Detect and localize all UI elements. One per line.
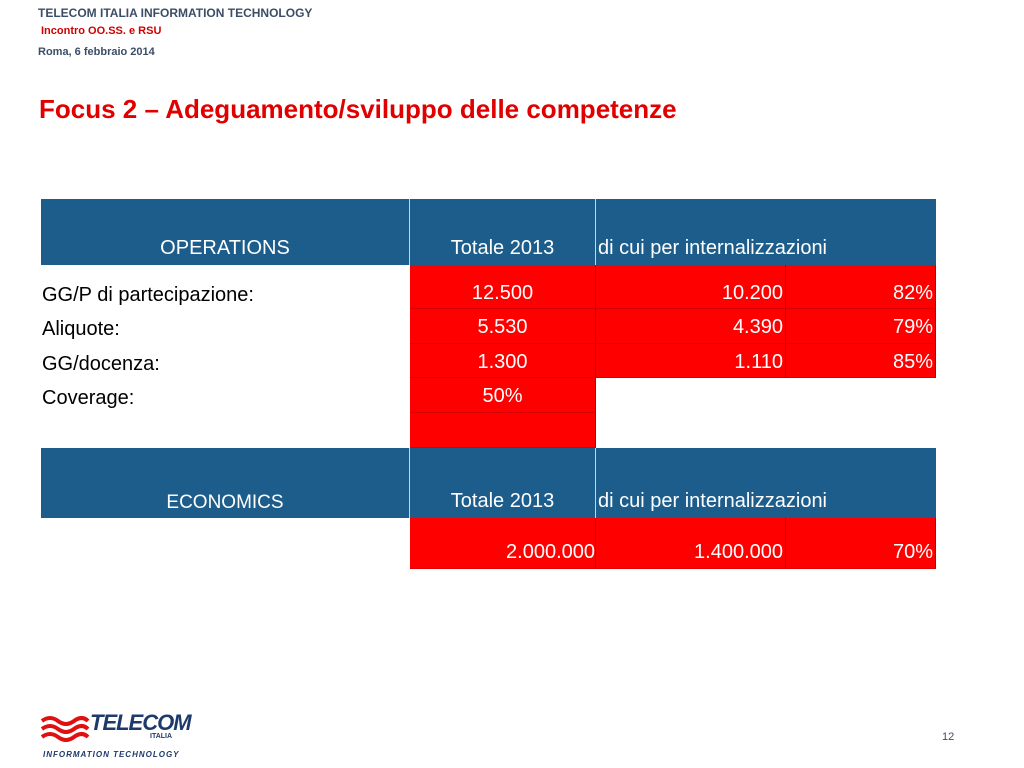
company-name: TELECOM ITALIA INFORMATION TECHNOLOGY — [38, 6, 313, 20]
row-percentage: 82% — [786, 265, 936, 309]
operations-header-internal: di cui per internalizzazioni — [596, 199, 936, 265]
row-label: GG/P di partecipazione: — [42, 284, 254, 306]
row-percentage: 70% — [786, 518, 936, 569]
meeting-date: Roma, 6 febbraio 2014 — [38, 46, 155, 58]
logo-sub: ITALIA — [150, 733, 173, 740]
row-label: Aliquote: — [42, 318, 120, 340]
row-internal: 4.390 — [596, 309, 786, 344]
row-total: 1.300 — [410, 344, 596, 378]
row-total: 50% — [410, 378, 596, 413]
row-internal: 1.110 — [596, 344, 786, 378]
row-total: 12.500 — [410, 265, 596, 309]
row-percentage: 85% — [786, 344, 936, 378]
operations-header-total: Totale 2013 — [410, 199, 596, 265]
slide-title: Focus 2 – Adeguamento/sviluppo delle competenze — [39, 94, 677, 124]
economics-header-total: Totale 2013 — [410, 448, 596, 518]
logo-tagline: INFORMATION TECHNOLOGY — [43, 750, 180, 759]
operations-header-label: OPERATIONS — [41, 199, 410, 265]
row-internal: 1.400.000 — [596, 518, 786, 569]
telecom-logo — [40, 712, 190, 762]
row-label: GG/docenza: — [42, 353, 160, 375]
economics-header-label: ECONOMICS — [41, 448, 410, 518]
row-label: Coverage: — [42, 387, 135, 409]
row-total: 5.530 — [410, 309, 596, 344]
row-total: 2.000.000 — [410, 518, 596, 569]
empty-cell — [410, 413, 596, 448]
meeting-name: Incontro OO.SS. e RSU — [41, 25, 162, 37]
row-percentage: 79% — [786, 309, 936, 344]
logo-name: TELECOM — [90, 710, 191, 735]
row-internal: 10.200 — [596, 265, 786, 309]
economics-header-internal: di cui per internalizzazioni — [596, 448, 936, 518]
page-number: 12 — [942, 731, 955, 743]
